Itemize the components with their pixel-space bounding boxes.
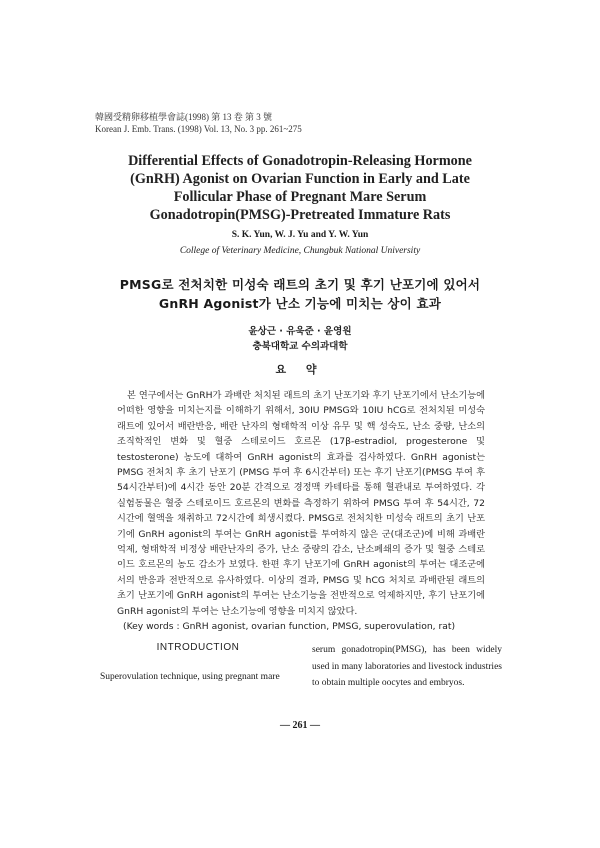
introduction-right-column: serum gonadotropin(PMSG), has been widely used in many laboratories and livestock industries to obtain multiple oocytes and embryos. bbox=[312, 645, 502, 688]
authors: S. K. Yun, W. J. Yu and Y. W. Yun bbox=[231, 230, 369, 240]
title-line-3: Follicular Phase of Pregnant Mare Serum bbox=[173, 189, 427, 205]
korean-title-line-1: PMSG로 전처치한 미성숙 래트의 초기 및 후기 난포기에 있어서 bbox=[119, 277, 481, 292]
affiliation: College of Veterinary Medicine, Chungbuk National University bbox=[179, 246, 421, 256]
page-number: — 261 — bbox=[280, 720, 320, 731]
korean-title bbox=[60, 275, 540, 313]
korean-authors: 윤상근 · 유욱준 · 윤영원 bbox=[248, 326, 352, 337]
title-line-1: Differential Effects of Gonadotropin-Releasing Hormone bbox=[128, 153, 472, 169]
abstract-heading: 요 약 bbox=[275, 363, 325, 376]
abstract-keywords: (Key words : GnRH agonist, ovarian function, PMSG, superovulation, rat) bbox=[123, 621, 456, 633]
journal-citation-english: Korean J. Emb. Trans. (1998) Vol. 13, No. 3 pp. 261~275 bbox=[95, 124, 302, 134]
korean-title-line-2: GnRH Agonist가 난소 기능에 미치는 상이 효과 bbox=[158, 296, 442, 311]
abstract-body: 본 연구에서는 GnRH가 과배란 처치된 래트의 초기 난포기와 후기 난포기에서 난소기능에 어떠한 영향을 미치는지를 이해하기 위해서, 30IU PMSG와 10IU hCG로 전처치된 미성숙 래트에 있어서 배란반응, 배란 난자의 형태학적 이상 유무 및 핵 성숙도, 난소 중량, 난소의 조직학적인 변화 및 혈중 스테로이드 호르몬 (17β-estradiol, progesterone 및 testosterone) 농도에 대하여 GnRH agonist의 효과를 검사하였다. GnRH agonist는 PMSG 전처치 후 초기 난포기 (PMSG 투여 후 6시간부터) 또는 후기 난포기(PMSG 투여 후 54시간부터)에 4시간 동안 20분 간격으로 경정맥 카테타를 통해 혈관내로 투여하였다. 각 실험동물은 혈중 스테로이드 호르몬의 변화를 측정하기 위하여 PMSG 투여 후 54시간, 72시간에 혈액을 채취하고 72시간에 희생시켰다. PMSG로 전처치한 미성숙 래트의 초기 난포기에 GnRH agonist의 투여는 GnRH agonist를 투여하지 않은 군(대조군)에 비해 과배란 억제, 형태학적 비정상 배란난자의 증가, 난소 중량의 감소, 난소폐쇄의 증가 및 혈중 스테로이드 호르몬의 농도 감소가 보였다. 한편 후기 난포기에 GnRH agonist의 투여는 대조군에서의 반응과 전반적으로 유사하였다. 이상의 결과, PMSG 및 hCG 처치로 과배란된 래트의 초기 난포기에 GnRH agonist의 투여는 난소기능을 전반적으로 억제하지만, 후기 난포기에 GnRH agonist의 투여는 난소기능에 영향을 미치지 않았다. bbox=[117, 390, 485, 617]
journal-citation-korean: 韓國受精卵移植學會誌(1998) 第 13 卷 第 3 號 bbox=[95, 112, 272, 122]
korean-affiliation: 충북대학교 수의과대학 bbox=[252, 341, 348, 352]
introduction-heading: INTRODUCTION bbox=[156, 642, 240, 653]
paper-title bbox=[60, 152, 540, 224]
introduction-left-column: Superovulation technique, using pregnant mare bbox=[100, 672, 280, 682]
journal-citation bbox=[95, 111, 302, 135]
title-line-4: Gonadotropin(PMSG)-Pretreated Immature Rats bbox=[149, 207, 451, 223]
abstract bbox=[117, 388, 485, 635]
title-line-2: (GnRH) Agonist on Ovarian Function in Early and Late bbox=[130, 171, 470, 187]
